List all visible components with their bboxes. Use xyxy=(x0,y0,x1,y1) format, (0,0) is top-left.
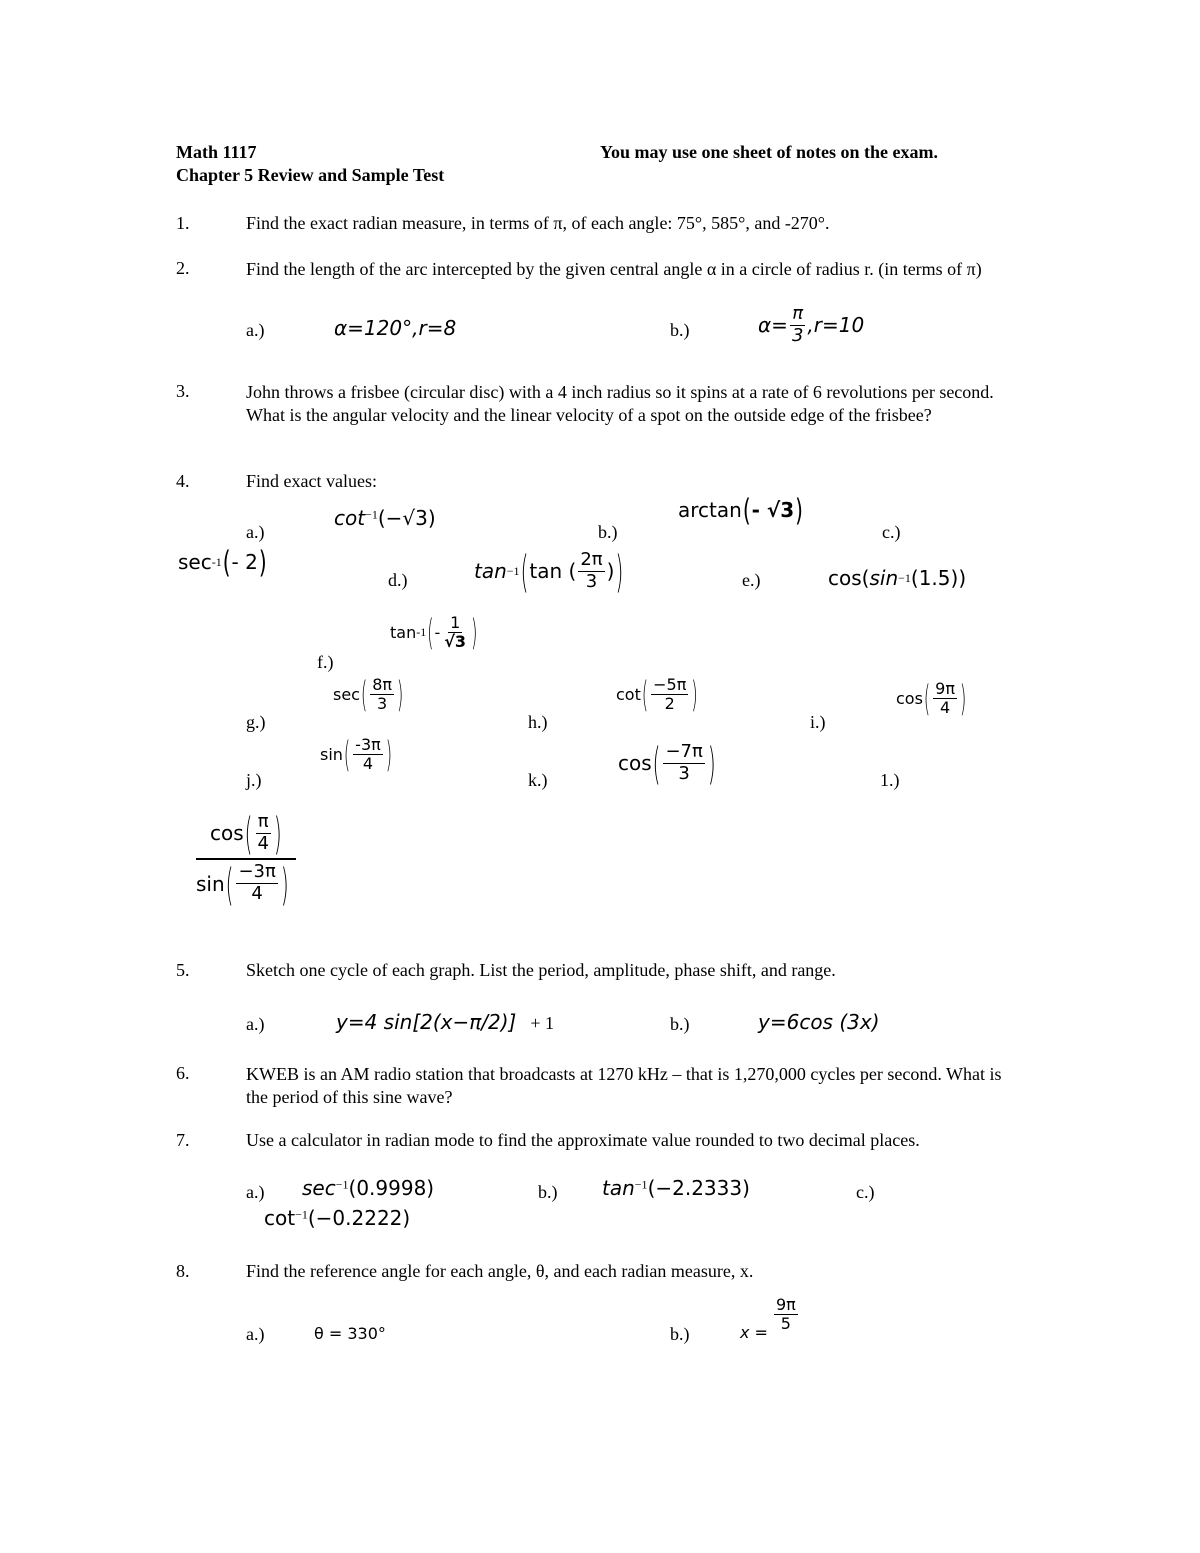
q7-part-a-label: a.) xyxy=(246,1182,265,1202)
q2-part-b-expression xyxy=(758,304,864,346)
q4-k-function: cos xyxy=(618,751,652,776)
question-number-3: 3. xyxy=(176,381,190,401)
q5-a-constant: + 1 xyxy=(530,1013,555,1033)
q4-f-fraction xyxy=(442,614,468,652)
q8-b-lhs: x = xyxy=(740,1323,768,1342)
q4-k-numerator: −7π xyxy=(665,741,703,762)
question-number-2: 2. xyxy=(176,258,190,278)
q4-part-c-label: c.) xyxy=(882,522,901,542)
q4-j-numerator: -3π xyxy=(355,735,381,754)
q4-part-j-expression: sin ( $\frac{-3\pi}{4}$ ) xyxy=(320,733,393,776)
q4-d-function: tan xyxy=(474,559,507,584)
course-title: Math 1117 xyxy=(176,142,257,162)
q5-part-b-expression: y=6cos (3x) xyxy=(758,1010,880,1034)
q7-b-superscript: −1 xyxy=(634,1177,648,1192)
q4-l-top-numerator: π xyxy=(257,811,269,832)
question-2-text: Find the length of the arc intercepted by the given central angle α in a circle of radius r. (in terms of π) xyxy=(246,259,982,279)
q2-part-b-label: b.) xyxy=(670,320,690,340)
q4-a-function: cot xyxy=(334,506,366,530)
q4-l-top-denominator: 4 xyxy=(257,832,269,854)
q4-part-b-expression: arctan ( - √3 ) xyxy=(678,492,803,528)
q4-part-d-label: d.) xyxy=(388,570,408,590)
q2-b-numerator: π xyxy=(792,303,804,324)
q7-a-function: sec xyxy=(302,1176,336,1200)
q4-c-function: sec xyxy=(178,550,212,574)
question-5-text: Sketch one cycle of each graph. List the period, amplitude, phase shift, and range. xyxy=(246,960,836,980)
q4-l-bottom-numerator: −3π xyxy=(238,861,276,883)
q4-l-bottom-function: sin xyxy=(196,871,225,896)
chapter-title: Chapter 5 Review and Sample Test xyxy=(176,165,445,185)
question-6-text: KWEB is an AM radio station that broadcasts at 1270 kHz – that is 1,270,000 cycles per second. What is the period of this sine wave? xyxy=(246,1064,1002,1107)
q4-l-bottom-fraction xyxy=(236,862,277,904)
q4-part-h-label: h.) xyxy=(528,712,548,732)
q7-part-a-expression xyxy=(302,1176,434,1200)
q4-l-bottom-denominator: 4 xyxy=(251,883,263,905)
q4-f-denominator: √3 xyxy=(444,632,467,652)
q4-b-function: arctan xyxy=(678,498,742,522)
q4-i-denominator: 4 xyxy=(939,698,951,718)
q4-d-fraction xyxy=(578,550,604,592)
notes-instruction: You may use one sheet of notes on the exam. xyxy=(600,142,938,162)
q4-k-denominator: 3 xyxy=(678,762,690,784)
q5-part-a-label: a.) xyxy=(246,1014,265,1034)
q2-part-a-expression: α=120°,r=8 xyxy=(334,316,457,340)
q4-part-e-expression: cos ( sin −1 (1.5) ) xyxy=(828,566,967,590)
q4-f-sign: - xyxy=(434,623,441,643)
question-7-text: Use a calculator in radian mode to find the approximate value rounded to two decimal places. xyxy=(246,1130,920,1150)
q2-part-a-label: a.) xyxy=(246,320,265,340)
q2-b-lhs: α= xyxy=(758,313,788,338)
q4-part-a-expression xyxy=(334,506,436,530)
q4-f-superscript: -1 xyxy=(416,625,427,640)
q8-b-denominator: 5 xyxy=(780,1314,791,1333)
q4-g-fraction xyxy=(370,676,394,714)
q2-b-rhs: ,r=10 xyxy=(807,313,865,338)
q4-i-numerator: 9π xyxy=(935,679,955,698)
q4-part-i-expression: cos ( $\frac{9\pi}{4}$ ) xyxy=(896,677,967,720)
q7-part-c-label: c.) xyxy=(856,1182,875,1202)
q5-part-a-expression xyxy=(336,1010,554,1034)
q8-part-b-expression xyxy=(740,1287,800,1342)
q4-l-numerator-expression: cos ( $\frac{\pi}{4}$ ) xyxy=(210,806,282,860)
q4-a-superscript: −1 xyxy=(365,507,378,522)
q4-e-superscript: −1 xyxy=(898,570,911,585)
q7-part-b-expression xyxy=(602,1176,750,1200)
q2-b-denominator: 3 xyxy=(791,324,804,346)
q4-part-i-label: i.) xyxy=(810,712,826,732)
q5-part-b-label: b.) xyxy=(670,1014,690,1034)
question-8-text: Find the reference angle for each angle, θ, and each radian measure, x. xyxy=(246,1261,754,1281)
q4-part-f-expression: tan -1 ( - $\frac{1}{√3}$ ) xyxy=(390,611,478,654)
q4-j-fraction xyxy=(353,736,383,774)
q7-b-function: tan xyxy=(602,1176,635,1200)
q4-part-c-expression: sec -1 ( - 2 ) xyxy=(178,544,267,580)
q4-d-denominator: 3 xyxy=(585,570,598,592)
q4-h-fraction xyxy=(651,676,688,714)
q2-b-fraction xyxy=(790,304,805,346)
question-1-text: Find the exact radian measure, in terms of π, of each angle: 75°, 585°, and -270°. xyxy=(246,213,830,233)
question-number-5: 5. xyxy=(176,960,190,980)
q4-l-top-function: cos xyxy=(210,821,244,846)
q4-j-function: sin xyxy=(320,745,343,765)
q4-b-argument: - √3 xyxy=(751,498,795,522)
q4-j-denominator: 4 xyxy=(362,754,374,774)
q4-part-d-expression: tan −1 ( tan ( $\frac{2\pi}{3}$ ) ) xyxy=(474,544,624,598)
q4-part-k-expression: cos ( $\frac{-7\pi}{3}$ ) xyxy=(618,736,716,790)
q4-e-argument: (1.5) xyxy=(910,566,959,590)
q8-part-b-label: b.) xyxy=(670,1324,690,1344)
q4-part-e-label: e.) xyxy=(742,570,761,590)
q4-d-numerator: 2π xyxy=(580,549,603,570)
q4-f-function: tan xyxy=(390,623,417,643)
q7-c-argument: (−0.2222) xyxy=(307,1206,411,1230)
q8-b-fraction xyxy=(774,1296,798,1334)
q8-b-numerator: 9π xyxy=(775,1294,796,1314)
q4-e-inner-function: sin xyxy=(869,566,899,590)
q4-part-j-label: j.) xyxy=(246,770,262,790)
q7-a-argument: (0.9998) xyxy=(348,1176,435,1200)
q4-l-top-fraction xyxy=(255,812,270,854)
question-number-8: 8. xyxy=(176,1261,190,1281)
q7-part-c-expression xyxy=(264,1206,410,1230)
question-3-text: John throws a frisbee (circular disc) with a 4 inch radius so it spins at a rate of 6 revolutions per second. What is the angular velocity and the linear velocity of a spot on the outside edge of the frisbee? xyxy=(246,382,994,425)
q4-part-g-label: g.) xyxy=(246,712,266,732)
q7-a-superscript: −1 xyxy=(335,1177,349,1192)
q8-part-a-label: a.) xyxy=(246,1324,265,1344)
question-number-4: 4. xyxy=(176,471,190,491)
q4-k-fraction xyxy=(663,742,704,784)
q4-h-numerator: −5π xyxy=(653,675,687,694)
q7-c-function: cot xyxy=(264,1206,296,1230)
q4-part-h-expression: cot ( $\frac{-5\pi}{2}$ ) xyxy=(616,673,698,716)
q4-i-function: cos xyxy=(896,689,923,709)
q4-g-denominator: 3 xyxy=(377,694,388,714)
q4-i-fraction xyxy=(933,680,957,718)
q4-part-f-label: f.) xyxy=(317,652,334,672)
q4-part-b-label: b.) xyxy=(598,522,618,542)
q4-f-numerator: 1 xyxy=(450,613,461,632)
q4-part-g-expression: sec ( $\frac{8\pi}{3}$ ) xyxy=(333,673,404,716)
q4-l-denominator-expression: sin ( $\frac{-3\pi}{4}$ ) xyxy=(196,857,289,910)
q4-g-numerator: 8π xyxy=(372,675,393,694)
q4-c-argument: - 2 xyxy=(231,550,258,574)
question-number-6: 6. xyxy=(176,1063,190,1083)
q4-e-function: cos xyxy=(828,566,862,590)
q8-part-a-expression: θ = 330° xyxy=(314,1324,386,1343)
q4-g-function: sec xyxy=(333,685,360,705)
q4-d-inner-function: tan xyxy=(529,559,563,584)
question-number-1: 1. xyxy=(176,213,190,233)
question-4-text: Find exact values: xyxy=(246,471,377,491)
q4-h-denominator: 2 xyxy=(664,694,675,714)
q4-part-a-label: a.) xyxy=(246,522,265,542)
q4-h-function: cot xyxy=(616,685,641,705)
q4-part-l-expression xyxy=(196,806,296,910)
q4-part-l-label: 1.) xyxy=(880,770,900,790)
q4-a-argument: (−√3) xyxy=(377,506,436,530)
q7-b-argument: (−2.2333) xyxy=(647,1176,750,1200)
q5-a-equation: y=4 sin[2(x−π/2)] xyxy=(336,1010,517,1034)
question-number-7: 7. xyxy=(176,1130,190,1150)
q7-part-b-label: b.) xyxy=(538,1182,558,1202)
q4-c-superscript: -1 xyxy=(211,554,222,569)
q7-c-superscript: −1 xyxy=(295,1207,308,1222)
q4-d-superscript: −1 xyxy=(506,563,520,578)
q4-part-k-label: k.) xyxy=(528,770,548,790)
